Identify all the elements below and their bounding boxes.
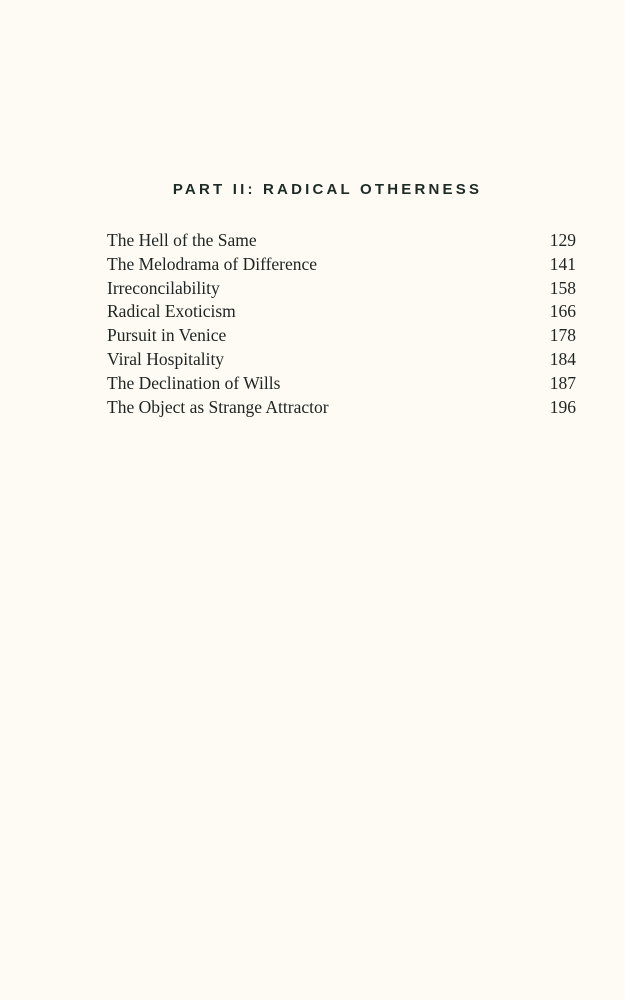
toc-entry-title: Irreconcilability — [107, 277, 220, 298]
toc-entry — [107, 253, 576, 277]
toc-entry-page-number: 129 — [549, 230, 576, 250]
toc-entry — [107, 229, 576, 253]
toc-entry-page-number: 184 — [549, 348, 576, 369]
table-of-contents — [107, 229, 576, 419]
toc-entry-title: The Melodrama of Difference — [107, 253, 318, 274]
toc-entry — [107, 277, 576, 301]
toc-entry-page-number: 178 — [549, 325, 576, 346]
toc-entry-title: Radical Exoticism — [107, 301, 236, 322]
toc-entry-title: The Declination of Wills — [107, 372, 281, 393]
toc-entry — [107, 300, 576, 324]
toc-entry-title: The Object as Strange Attractor — [107, 396, 329, 417]
toc-entry — [107, 396, 576, 420]
toc-entry-title: Pursuit in Venice — [107, 325, 227, 346]
toc-entry-page-number: 196 — [549, 396, 576, 417]
toc-entry — [107, 348, 576, 372]
toc-entry-page-number: 158 — [549, 277, 576, 298]
part-heading: PART II: RADICAL OTHERNESS — [172, 181, 483, 198]
toc-entry — [107, 372, 576, 396]
toc-entry-page-number: 166 — [549, 301, 576, 322]
toc-entry-title: The Hell of the Same — [107, 230, 257, 250]
toc-entry-page-number: 187 — [549, 372, 576, 393]
toc-entry-title: Viral Hospitality — [107, 348, 225, 369]
toc-entry — [107, 324, 576, 348]
toc-entry-page-number: 141 — [549, 253, 576, 274]
